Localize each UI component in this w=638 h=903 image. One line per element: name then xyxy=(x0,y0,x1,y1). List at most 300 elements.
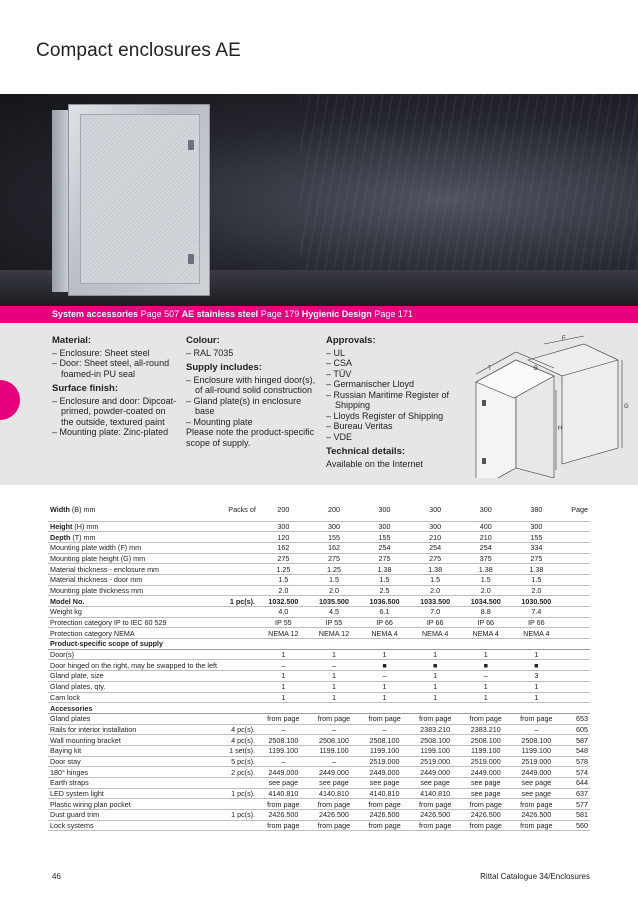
accessories-title: Accessories xyxy=(48,703,590,714)
model-number: 1032.500 xyxy=(258,596,309,607)
table-cell: from page xyxy=(410,820,461,831)
table-cell: 400 xyxy=(460,521,511,532)
table-cell: 2426.500 xyxy=(309,810,360,821)
packs-cell: 4 pc(s). xyxy=(226,724,258,735)
table-cell: – xyxy=(359,724,410,735)
packs-cell xyxy=(226,564,258,575)
page-cell[interactable]: 577 xyxy=(562,799,590,810)
table-cell: 254 xyxy=(410,542,461,553)
table-cell: 2426.500 xyxy=(410,810,461,821)
packs-cell xyxy=(226,607,258,618)
table-cell: 4.0 xyxy=(258,607,309,618)
table-cell: from page xyxy=(258,713,309,724)
table-cell: 2449.000 xyxy=(410,767,461,778)
table-cell: 1 xyxy=(410,671,461,682)
page-cell[interactable]: 644 xyxy=(562,778,590,789)
table-cell: see page xyxy=(309,778,360,789)
table-cell: 1 xyxy=(359,649,410,660)
row-label: Door(s) xyxy=(48,649,226,660)
table-cell: 1.25 xyxy=(258,564,309,575)
table-cell: 1 xyxy=(460,649,511,660)
table-cell: 2426.500 xyxy=(258,810,309,821)
table-row xyxy=(48,692,590,703)
table-cell: 8.8 xyxy=(460,607,511,618)
table-header-row xyxy=(48,499,590,521)
row-label: Mounting plate height (G) mm xyxy=(48,553,226,564)
table-cell: 2.0 xyxy=(460,585,511,596)
table-cell: IP 66 xyxy=(511,617,562,628)
surface-list xyxy=(52,396,177,438)
page-cell[interactable]: 578 xyxy=(562,756,590,767)
accessories-title-row xyxy=(48,703,590,714)
row-label: Material thickness - enclosure mm xyxy=(48,564,226,575)
table-row xyxy=(48,756,590,767)
packs-cell: 1 set(s). xyxy=(226,745,258,756)
table-row xyxy=(48,681,590,692)
table-cell: 300 xyxy=(511,521,562,532)
table-cell: 2.0 xyxy=(410,585,461,596)
table-cell: 275 xyxy=(309,553,360,564)
lock-icon xyxy=(482,458,486,464)
table-cell: 1 xyxy=(258,692,309,703)
packs-cell xyxy=(226,660,258,671)
table-cell: see page xyxy=(511,788,562,799)
table-cell: see page xyxy=(410,778,461,789)
table-cell: 300 xyxy=(309,521,360,532)
table-row xyxy=(48,735,590,746)
table-cell: ■ xyxy=(410,660,461,671)
model-number: 1030.500 xyxy=(511,596,562,607)
lock-icon xyxy=(482,400,486,406)
page-cell[interactable]: 560 xyxy=(562,820,590,831)
table-row xyxy=(48,767,590,778)
list-item: – VDE xyxy=(326,432,466,443)
table-cell: from page xyxy=(359,799,410,810)
table-cell: 1.38 xyxy=(460,564,511,575)
table-cell: 2.0 xyxy=(309,585,360,596)
table-cell: 2519.000 xyxy=(410,756,461,767)
page-cell xyxy=(562,671,590,682)
table-cell: 2508.100 xyxy=(460,735,511,746)
packs-cell xyxy=(226,778,258,789)
table-cell: IP 55 xyxy=(309,617,360,628)
table-row xyxy=(48,521,590,532)
row-label: Mounting plate width (F) mm xyxy=(48,542,226,553)
table-row xyxy=(48,788,590,799)
accessory-link-label[interactable]: Hygienic Design xyxy=(301,309,372,319)
enclosure-image xyxy=(52,104,210,296)
table-cell: 1 xyxy=(410,649,461,660)
row-label: Protection category NEMA xyxy=(48,628,226,639)
supply-heading: Supply includes: xyxy=(186,362,263,373)
table-cell: 7.4 xyxy=(511,607,562,618)
table-cell: 1.5 xyxy=(511,574,562,585)
packs-cell xyxy=(226,681,258,692)
table-cell: 2519.000 xyxy=(359,756,410,767)
row-label: Baying kit xyxy=(48,745,226,756)
table-cell: from page xyxy=(309,820,360,831)
row-label: Gland plates, qty. xyxy=(48,681,226,692)
table-cell: IP 66 xyxy=(460,617,511,628)
table-cell: 334 xyxy=(511,542,562,553)
accessory-link-page[interactable]: Page 507 xyxy=(140,309,180,319)
list-item: – Bureau Veritas xyxy=(326,421,466,432)
table-cell: 300 xyxy=(410,499,461,521)
table-cell: 1199.100 xyxy=(410,745,461,756)
list-item: – CSA xyxy=(326,358,466,369)
table-cell: 300 xyxy=(410,521,461,532)
table-row xyxy=(48,607,590,618)
list-item: – Mounting plate: Zinc-plated xyxy=(52,427,177,438)
table-cell: from page xyxy=(460,713,511,724)
packs-cell xyxy=(226,574,258,585)
table-cell: 155 xyxy=(359,532,410,543)
model-row xyxy=(48,596,590,607)
page-title: Compact enclosures AE xyxy=(36,40,241,61)
table-row xyxy=(48,553,590,564)
table-row xyxy=(48,820,590,831)
table-cell: from page xyxy=(410,799,461,810)
packs-cell xyxy=(226,532,258,543)
table-cell: 4140.810 xyxy=(309,788,360,799)
table-row xyxy=(48,745,590,756)
list-item: – RAL 7035 xyxy=(186,348,318,359)
page-cell[interactable]: 605 xyxy=(562,724,590,735)
table-cell: see page xyxy=(359,778,410,789)
table-cell: NEMA 12 xyxy=(309,628,360,639)
model-label: Model No. xyxy=(48,596,226,607)
dimension-drawing xyxy=(458,330,630,478)
table-row xyxy=(48,660,590,671)
table-cell: 1.5 xyxy=(460,574,511,585)
table-cell: from page xyxy=(359,713,410,724)
table-cell: 1 xyxy=(359,692,410,703)
table-row xyxy=(48,574,590,585)
catalogue-name: Rittal Catalogue 34/Enclosures xyxy=(480,872,590,881)
page-cell xyxy=(562,649,590,660)
colour-heading: Colour: xyxy=(186,335,220,346)
table-cell: 375 xyxy=(460,553,511,564)
table-cell: from page xyxy=(309,799,360,810)
page-cell xyxy=(562,681,590,692)
list-item: – Door: Sheet steel, all-round foamed-in PU seal xyxy=(52,358,177,379)
accessory-link-label[interactable]: System accessories xyxy=(52,309,139,319)
table-row xyxy=(48,585,590,596)
cam-lock-icon xyxy=(188,254,194,264)
approvals-column xyxy=(326,336,466,469)
row-label: Gland plate, size xyxy=(48,671,226,682)
table-cell: 2449.000 xyxy=(258,767,309,778)
accessory-link-page[interactable]: Page 171 xyxy=(374,309,413,319)
table-cell: 1 xyxy=(410,692,461,703)
property-rows xyxy=(48,607,590,639)
model-number: 1033.500 xyxy=(410,596,461,607)
table-cell: 1199.100 xyxy=(511,745,562,756)
table-cell: 2426.500 xyxy=(460,810,511,821)
table-cell: 2449.000 xyxy=(359,767,410,778)
table-cell: 1.5 xyxy=(359,574,410,585)
row-label: Protection category IP to IEC 60 529 xyxy=(48,617,226,628)
table-cell: 1.38 xyxy=(359,564,410,575)
packs-cell xyxy=(226,671,258,682)
packs-cell xyxy=(226,820,258,831)
table-cell: 120 xyxy=(258,532,309,543)
page-cell xyxy=(562,553,590,564)
spec-table xyxy=(48,499,590,831)
scope-rows xyxy=(48,649,590,702)
table-row xyxy=(48,778,590,789)
table-cell: see page xyxy=(511,778,562,789)
page-cell xyxy=(562,574,590,585)
table-cell: 300 xyxy=(258,521,309,532)
enclosure-side xyxy=(52,110,68,292)
page-cell xyxy=(562,692,590,703)
page-cell xyxy=(562,542,590,553)
label-h: H xyxy=(558,426,563,432)
row-label: Rails for interior installation xyxy=(48,724,226,735)
approvals-list xyxy=(326,348,466,443)
table-cell: from page xyxy=(359,820,410,831)
row-label: Depth (T) mm xyxy=(48,532,226,543)
table-cell: 4.5 xyxy=(309,607,360,618)
row-label: LED system light xyxy=(48,788,226,799)
surface-heading: Surface finish: xyxy=(52,383,118,394)
model-number: 1034.500 xyxy=(460,596,511,607)
label-b: B xyxy=(534,366,539,372)
table-cell: 4140.810 xyxy=(359,788,410,799)
page-cell xyxy=(562,521,590,532)
row-label: Cam lock xyxy=(48,692,226,703)
supply-list xyxy=(186,375,318,428)
table-cell: 254 xyxy=(359,542,410,553)
accessory-rows xyxy=(48,713,590,831)
page-cell[interactable]: 574 xyxy=(562,767,590,778)
technical-heading: Technical details: xyxy=(326,446,406,457)
table-cell: 4140.810 xyxy=(258,788,309,799)
table-cell: 275 xyxy=(258,553,309,564)
table-cell: 1 xyxy=(309,681,360,692)
packs-cell xyxy=(226,692,258,703)
table-cell: ■ xyxy=(511,660,562,671)
table-cell: from page xyxy=(309,713,360,724)
table-cell: 1.5 xyxy=(410,574,461,585)
table-cell: 4140.810 xyxy=(410,788,461,799)
page-cell[interactable]: 587 xyxy=(562,735,590,746)
scope-title-row xyxy=(48,639,590,650)
packs-cell xyxy=(226,585,258,596)
table-cell: 6.1 xyxy=(359,607,410,618)
table-row xyxy=(48,724,590,735)
page-cell[interactable]: 653 xyxy=(562,713,590,724)
table-cell: 1 xyxy=(511,681,562,692)
row-label: Plastic wiring plan pocket xyxy=(48,799,226,810)
table-cell: ■ xyxy=(359,660,410,671)
table-row xyxy=(48,542,590,553)
table-cell: 1.5 xyxy=(258,574,309,585)
table-cell: 2508.100 xyxy=(410,735,461,746)
page-number: 46 xyxy=(52,872,61,881)
accessory-bar xyxy=(0,306,638,323)
product-photo xyxy=(0,94,638,306)
packs-cell: 1 pc(s). xyxy=(226,810,258,821)
table-cell: 155 xyxy=(309,532,360,543)
table-cell: – xyxy=(258,660,309,671)
label-f: F xyxy=(562,336,566,342)
list-item: – Enclosure: Sheet steel xyxy=(52,348,177,359)
table-cell: NEMA 12 xyxy=(258,628,309,639)
dimension-rows xyxy=(48,521,590,596)
table-cell: from page xyxy=(258,799,309,810)
accessory-links xyxy=(52,309,413,319)
page-cell xyxy=(562,628,590,639)
row-label: Earth straps xyxy=(48,778,226,789)
material-column xyxy=(52,336,177,438)
table-cell: 275 xyxy=(511,553,562,564)
table-cell: 1 xyxy=(410,681,461,692)
table-cell: 2519.000 xyxy=(511,756,562,767)
cam-lock-icon xyxy=(188,140,194,150)
table-row xyxy=(48,617,590,628)
table-cell: 300 xyxy=(359,521,410,532)
table-row xyxy=(48,564,590,575)
page-cell xyxy=(562,660,590,671)
table-cell: 7.0 xyxy=(410,607,461,618)
page-cell[interactable]: 637 xyxy=(562,788,590,799)
list-item: – Russian Maritime Register of Shipping xyxy=(326,390,466,411)
table-cell: 1199.100 xyxy=(460,745,511,756)
list-item: – TÜV xyxy=(326,369,466,380)
row-label: Mounting plate thickness mm xyxy=(48,585,226,596)
packs-cell: 1 pc(s). xyxy=(226,788,258,799)
list-item: – Enclosure and door: Dipcoat-primed, powder-coated on the outside, textured paint xyxy=(52,396,177,428)
table-cell: IP 66 xyxy=(410,617,461,628)
table-cell: 1 xyxy=(258,671,309,682)
table-cell: 300 xyxy=(460,499,511,521)
table-cell: 1.25 xyxy=(309,564,360,575)
page-cell[interactable]: 548 xyxy=(562,745,590,756)
model-number: 1036.500 xyxy=(359,596,410,607)
table-cell: from page xyxy=(511,713,562,724)
accessory-link-page[interactable]: Page 179 xyxy=(260,309,300,319)
table-cell: – xyxy=(309,724,360,735)
packs-cell xyxy=(226,553,258,564)
table-cell: 1199.100 xyxy=(258,745,309,756)
packs-header: Packs of xyxy=(226,499,258,521)
table-cell: 2449.000 xyxy=(309,767,360,778)
table-cell: 2508.100 xyxy=(258,735,309,746)
table-cell: 275 xyxy=(359,553,410,564)
table-cell: from page xyxy=(258,820,309,831)
table-cell: – xyxy=(359,671,410,682)
table-cell: 300 xyxy=(359,499,410,521)
table-cell: 1 xyxy=(309,692,360,703)
table-cell: 2508.100 xyxy=(309,735,360,746)
packs-cell xyxy=(226,649,258,660)
table-cell: from page xyxy=(460,799,511,810)
material-heading: Material: xyxy=(52,335,92,346)
packs-cell: 2 pc(s). xyxy=(226,767,258,778)
table-cell: 1 xyxy=(460,681,511,692)
enclosure-panel xyxy=(80,114,200,284)
table-cell: 2508.100 xyxy=(511,735,562,746)
table-cell: 2383.210 xyxy=(460,724,511,735)
table-cell: from page xyxy=(410,713,461,724)
page-cell xyxy=(562,564,590,575)
table-cell: 1 xyxy=(309,671,360,682)
list-item: – Gland plate(s) in enclosure base xyxy=(186,396,318,417)
table-cell: see page xyxy=(258,778,309,789)
row-label: Dust guard trim xyxy=(48,810,226,821)
table-row xyxy=(48,810,590,821)
page-cell[interactable]: 581 xyxy=(562,810,590,821)
table-cell: 1 xyxy=(511,649,562,660)
packs-cell xyxy=(226,542,258,553)
model-number: 1035.500 xyxy=(309,596,360,607)
table-cell: 2449.000 xyxy=(511,767,562,778)
table-cell: NEMA 4 xyxy=(359,628,410,639)
table-cell: from page xyxy=(511,820,562,831)
table-row xyxy=(48,649,590,660)
label-g: G xyxy=(624,404,629,410)
table-cell: 2508.100 xyxy=(359,735,410,746)
table-cell: 2.0 xyxy=(511,585,562,596)
approvals-heading: Approvals: xyxy=(326,335,376,346)
row-label: Lock systems xyxy=(48,820,226,831)
table-cell: 155 xyxy=(511,532,562,543)
table-cell: 1 xyxy=(258,649,309,660)
page-cell xyxy=(562,617,590,628)
page-cell xyxy=(562,607,590,618)
table-cell: 200 xyxy=(309,499,360,521)
table-cell: 162 xyxy=(309,542,360,553)
packs-cell xyxy=(226,617,258,628)
supply-note: Please note the product-specific scope of supply. xyxy=(186,427,315,448)
table-cell: 2383.210 xyxy=(410,724,461,735)
row-label: 180° hinges xyxy=(48,767,226,778)
table-cell: IP 66 xyxy=(359,617,410,628)
table-cell: – xyxy=(511,724,562,735)
packs-cell xyxy=(226,521,258,532)
list-item: – Lloyds Register of Shipping xyxy=(326,411,466,422)
table-cell: – xyxy=(309,756,360,767)
accessory-link-label[interactable]: AE stainless steel xyxy=(181,309,259,319)
table-cell: – xyxy=(309,660,360,671)
row-label: Door hinged on the right, may be swapped to the left xyxy=(48,660,226,671)
table-cell: 254 xyxy=(460,542,511,553)
empty-cell xyxy=(562,596,590,607)
table-cell: 1199.100 xyxy=(309,745,360,756)
table-cell: 2519.000 xyxy=(460,756,511,767)
table-cell: IP 55 xyxy=(258,617,309,628)
page-cell xyxy=(562,532,590,543)
model-packs: 1 pc(s). xyxy=(226,596,258,607)
row-label: Gland plates xyxy=(48,713,226,724)
table-cell: 162 xyxy=(258,542,309,553)
row-label: Door stay xyxy=(48,756,226,767)
scope-title: Product-specific scope of supply xyxy=(48,639,590,650)
packs-cell xyxy=(226,628,258,639)
technical-text[interactable]: Available on the Internet xyxy=(326,458,423,469)
table-cell: NEMA 4 xyxy=(410,628,461,639)
table-row xyxy=(48,671,590,682)
table-cell: 1 xyxy=(359,681,410,692)
table-row xyxy=(48,799,590,810)
table-cell: 1.38 xyxy=(410,564,461,575)
list-item: – Germanischer Lloyd xyxy=(326,379,466,390)
packs-cell: 4 pc(s). xyxy=(226,735,258,746)
table-cell: 380 xyxy=(511,499,562,521)
table-cell: 2426.500 xyxy=(359,810,410,821)
